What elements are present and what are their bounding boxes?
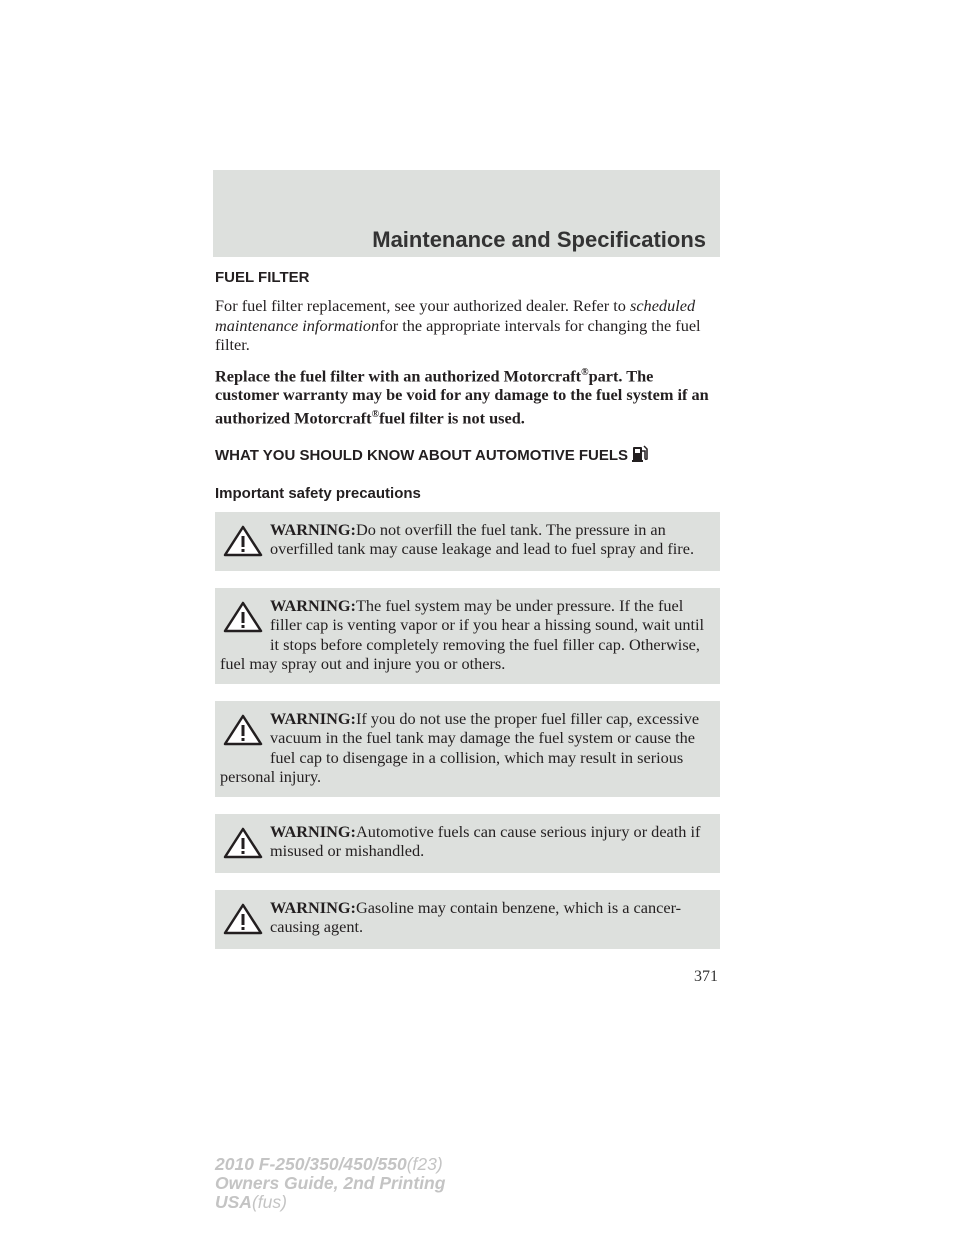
- registered-mark: ®: [371, 408, 380, 420]
- warning-box: [215, 701, 720, 797]
- warning-box: [215, 814, 720, 873]
- automotive-fuels-heading: WHAT YOU SHOULD KNOW ABOUT AUTOMOTIVE FUELS: [215, 442, 720, 470]
- footer-line-model: 2010 F-250/350/450/550(f23): [215, 1154, 443, 1174]
- warning-box: [215, 588, 720, 684]
- document-footer: [215, 1155, 445, 1212]
- registered-mark: ®: [581, 366, 589, 378]
- warranty-notice: Replace the fuel filter with an authorized Motorcraft®part. The customer warranty may be void for any damage to the fuel system if an authorized Motorcraft®fuel filter is not used.: [215, 365, 709, 428]
- warning-label: WARNING:: [270, 708, 356, 728]
- page-number: 371: [694, 968, 718, 985]
- warning-triangle-icon: [223, 601, 263, 633]
- section-header-band: [213, 170, 720, 257]
- fuel-pump-icon: [630, 442, 650, 470]
- warning-text: Automotive fuels can cause serious injury or death if misused or mishandled.: [270, 821, 701, 861]
- maintenance-reference: scheduled maintenance information: [215, 296, 696, 335]
- warning-label: WARNING:: [270, 595, 356, 615]
- warning-text: If you do not use the proper fuel filler cap, excessive vacuum in the fuel tank may damage the fuel system or cause the fuel cap to disengage in a collision, which may result in serious personal injury.: [220, 708, 700, 787]
- warning-triangle-icon: [223, 525, 263, 557]
- fuel-filter-heading: FUEL FILTER: [215, 269, 310, 286]
- warning-label: WARNING:: [270, 821, 356, 841]
- safety-precautions-heading: Important safety precautions: [215, 484, 421, 502]
- page-content: [215, 268, 720, 966]
- fuel-filter-paragraph: For fuel filter replacement, see your authorized dealer. Refer to scheduled maintenance informationfor the appropriate intervals for changing the fuel filter.: [215, 296, 701, 354]
- warning-box: [215, 890, 720, 949]
- warning-label: WARNING:: [270, 897, 356, 917]
- warning-label: WARNING:: [270, 519, 356, 539]
- warning-triangle-icon: [223, 903, 263, 935]
- warning-text: The fuel system may be under pressure. If the fuel filler cap is venting vapor or if you hear a hissing sound, wait until it stops before completely removing the fuel filler cap. Otherwise, fuel may spray out and injure you or others.: [220, 595, 705, 674]
- warning-box: [215, 512, 720, 571]
- footer-line-edition: Owners Guide, 2nd Printing: [215, 1173, 446, 1193]
- footer-line-market: USA(fus): [215, 1192, 287, 1212]
- warning-text: Do not overfill the fuel tank. The pressure in an overfilled tank may cause leakage and lead to fuel spray and fire.: [270, 519, 695, 559]
- warning-triangle-icon: [223, 827, 263, 859]
- section-title: Maintenance and Specifications: [372, 227, 706, 252]
- warning-text: Gasoline may contain benzene, which is a cancer-causing agent.: [270, 897, 682, 937]
- warning-triangle-icon: [223, 714, 263, 746]
